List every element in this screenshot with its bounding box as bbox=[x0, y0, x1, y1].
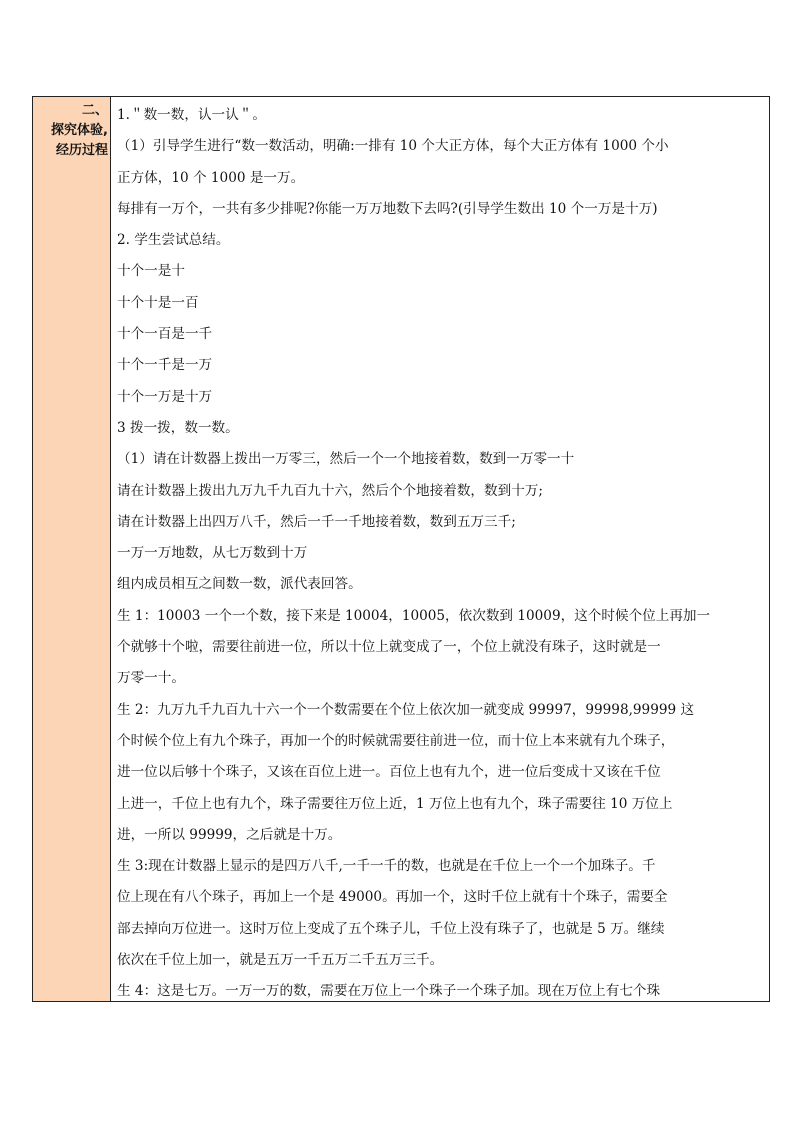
content-line: 个时候个位上有九个珠子，再加一个的时候就需要往前进一位，而十位上本来就有九个珠子， bbox=[117, 732, 675, 749]
content-line: 个就够十个啦，需要往前进一位，所以十位上就变成了一，个位上就没有珠子，这时就是一 bbox=[117, 639, 661, 656]
content-line: 依次在千位上加一，就是五万一千五万二千五万三千。 bbox=[117, 952, 444, 969]
lesson-table bbox=[32, 96, 770, 1002]
content-line: 生 2：九万九千九百九十六一个一个数需要在个位上依次加一就变成 99997，99998,99999 这 bbox=[117, 701, 695, 718]
content-line: 万零一十。 bbox=[117, 670, 185, 687]
content-line: 组内成员相互之间数一数，派代表回答。 bbox=[117, 576, 362, 593]
section-content-cell bbox=[111, 97, 769, 1001]
content-line: 十个十是一百 bbox=[117, 294, 199, 311]
content-line: 位上现在有八个珠子，再加上一个是 49000。再加一个，这时千位上就有十个珠子，需要全 bbox=[117, 889, 668, 906]
content-line: 十个一千是一万 bbox=[117, 357, 213, 374]
section-title-line1: 探究体验, bbox=[51, 123, 108, 138]
section-label-cell bbox=[33, 97, 111, 1001]
content-line: （1）请在计数器上拨出一万零三，然后一个一个地接着数，数到一万零一十 bbox=[117, 451, 575, 468]
content-line: 十个一百是一千 bbox=[117, 326, 213, 343]
content-line: 1.＂数一数，认一认＂。 bbox=[117, 107, 266, 123]
content-line: 生 3:现在计数器上显示的是四万八千,一千一千的数，也就是在千位上一个一个加珠子。千 bbox=[117, 858, 656, 875]
content-line: 进一位以后够十个珠子，又该在百位上进一。百位上也有九个，进一位后变成十又该在千位 bbox=[117, 764, 661, 781]
content-line: 正方体，10 个 1000 是一万。 bbox=[117, 169, 305, 186]
content-line: 生 4：这是七万。一万一万的数，需要在万位上一个珠子一个珠子加。现在万位上有七个珠 bbox=[117, 983, 661, 1000]
section-title-line2: 经历过程 bbox=[55, 143, 108, 158]
content-line: 2. 学生尝试总结。 bbox=[117, 232, 230, 249]
content-line: 进，一所以 99999，之后就是十万。 bbox=[117, 826, 342, 843]
content-line: 十个一是十 bbox=[117, 263, 185, 280]
section-number: 二、 bbox=[81, 103, 108, 118]
content-line: 请在计数器上出四万八千，然后一千一千地接着数，数到五万三千; bbox=[117, 513, 516, 530]
content-line: 生 1：10003 一个一个数，接下来是 10004，10005，依次数到 10009，这个时候个位上再加一 bbox=[117, 607, 711, 624]
content-line: 部去掉向万位进一。这时万位上变成了五个珠子儿，千位上没有珠子了，也就是 5 万。继续 bbox=[117, 920, 665, 937]
content-line: 每排有一万个，一共有多少排呢?你能一万万地数下去吗?(引导学生数出 10 个一万是十万) bbox=[117, 200, 658, 217]
content-line: （1）引导学生进行“数一数活动，明确:一排有 10 个大正方体，每个大正方体有 1000 个小 bbox=[117, 138, 669, 155]
content-line: 一万一万地数，从七万数到十万 bbox=[117, 545, 308, 562]
content-line: 上进一，千位上也有九个，珠子需要往万位上近，1 万位上也有九个，珠子需要往 10 万位上 bbox=[117, 795, 673, 812]
content-line: 3 拨一拨，数一数。 bbox=[117, 419, 239, 436]
content-line: 十个一万是十万 bbox=[117, 388, 213, 405]
content-line: 请在计数器上拨出九万九千九百九十六，然后个个地接着数，数到十万; bbox=[117, 482, 543, 499]
